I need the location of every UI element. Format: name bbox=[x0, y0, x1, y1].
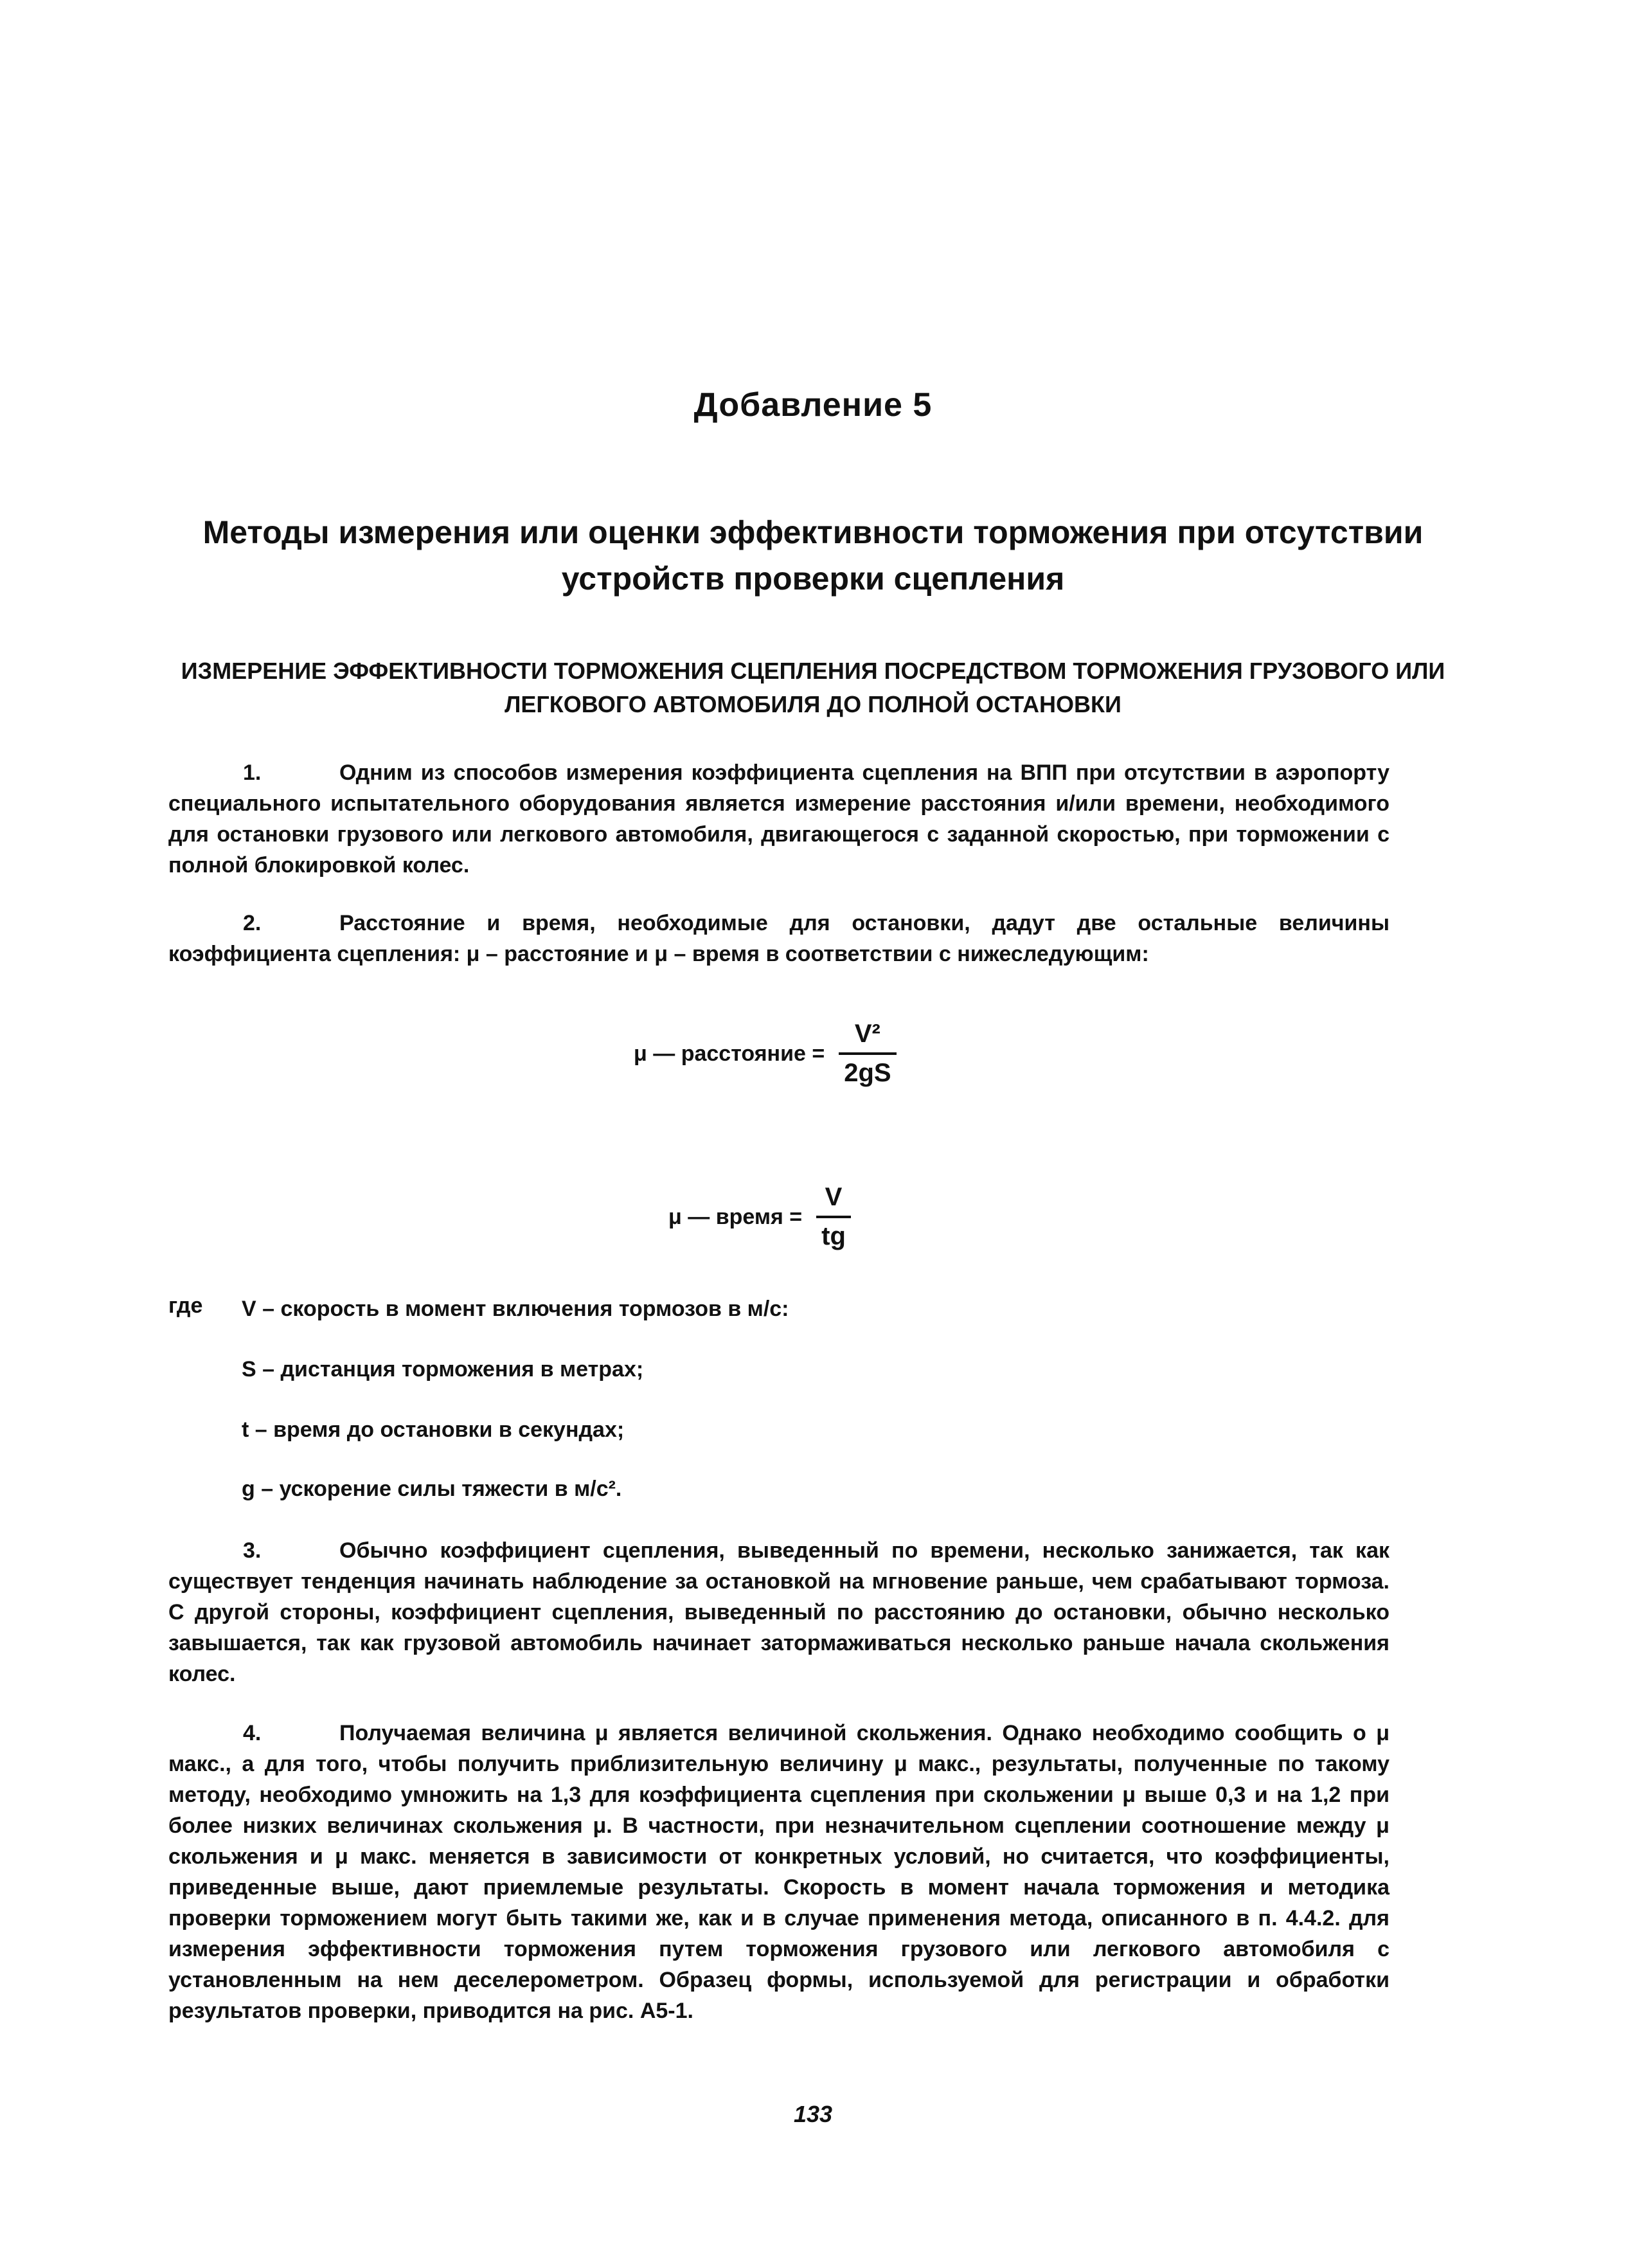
appendix-title: Добавление 5 bbox=[693, 386, 933, 424]
paragraph-2 bbox=[168, 908, 1389, 969]
paragraph-number: 3. bbox=[243, 1538, 262, 1563]
paragraph-number: 1. bbox=[243, 760, 262, 785]
formula-fraction bbox=[839, 1020, 896, 1088]
paragraph-text: Обычно коэффициент сцепления, выведенный по времени, несколько занижается, так как существует тенденция начинать наблюдение за остановкой на мгновение раньше, чем срабатывают тормоза. С другой стороны, коэффициент сцепления, выведенный по расстоянию до остановки, обычно несколько завышается, так как грузовой автомобиль начинает затормаживаться несколько раньше начала скольжения колес. bbox=[168, 1538, 1389, 1686]
formula-lhs: μ — время = bbox=[668, 1204, 803, 1229]
formula-numerator: V² bbox=[854, 1020, 880, 1048]
definition-s: S – дистанция торможения в метрах; bbox=[242, 1357, 644, 1382]
paragraph-3 bbox=[168, 1535, 1389, 1689]
formula-numerator: V bbox=[825, 1183, 843, 1211]
paragraph-text: Получаемая величина μ является величиной скольжения. Однако необходимо сообщить о μ макс., а для того, чтобы получить приблизительную величину μ макс., результаты, полученные по такому методу, необходимо умножить на 1,3 для коэффициента сцепления при скольжении μ выше 0,3 и на 1,2 при более низких величинах скольжения μ. В частности, при незначительном сцеплении соотношение между μ скольжения и μ макс. меняется в зависимости от конкретных условий, но считается, что коэффициенты, приведенные выше, дают приемлемые результаты. Скорость в момент начала торможения и методика проверки торможением могут быть такими же, как и в случае применения метода, описанного в п. 4.4.2. для измерения эффективности торможения путем торможения грузового или легкового автомобиля с установленным на нем деселерометром. Образец формы, используемой для регистрации и обработки результатов проверки, приводится на рис. А5-1. bbox=[168, 1721, 1389, 2023]
main-title: Методы измерения или оценки эффективности торможения при отсутствии устройств проверки сцепления bbox=[202, 514, 1424, 597]
section-heading: ИЗМЕРЕНИЕ ЭФФЕКТИВНОСТИ ТОРМОЖЕНИЯ СЦЕПЛЕНИЯ ПОСРЕДСТВОМ ТОРМОЖЕНИЯ ГРУЗОВОГО ИЛИ ЛЕГКОВОГО АВТОМОБИЛЯ ДО ПОЛНОЙ ОСТАНОВКИ bbox=[181, 658, 1445, 717]
formula-mu-time bbox=[668, 1183, 851, 1251]
paragraph-number: 4. bbox=[243, 1721, 262, 1745]
definition-v: V – скорость в момент включения тормозов в м/с: bbox=[242, 1297, 789, 1321]
formula-lhs: μ — расстояние = bbox=[634, 1041, 825, 1066]
paragraph-1 bbox=[168, 757, 1389, 881]
paragraph-4 bbox=[168, 1718, 1389, 2026]
formula-mu-distance bbox=[634, 1020, 897, 1088]
formula-denominator: tg bbox=[821, 1222, 846, 1250]
definition-t: t – время до остановки в секундах; bbox=[242, 1418, 625, 1442]
where-label: где bbox=[168, 1293, 203, 1318]
formula-denominator: 2gS bbox=[844, 1059, 891, 1087]
paragraph-text: Расстояние и время, необходимые для остановки, дадут две остальные величины коэффициента сцепления: μ – расстояние и μ – время в соответствии с нижеследующим: bbox=[168, 911, 1389, 966]
paragraph-text: Одним из способов измерения коэффициента сцепления на ВПП при отсутствии в аэропорту специального испытательного оборудования является измерение расстояния и/или времени, необходимого для остановки грузового или легкового автомобиля, двигающегося с заданной скоростью, при торможении с полной блокировкой колес. bbox=[168, 760, 1389, 878]
formula-fraction bbox=[816, 1183, 851, 1251]
definition-g: g – ускорение силы тяжести в м/с². bbox=[242, 1477, 622, 1501]
paragraph-number: 2. bbox=[243, 911, 262, 935]
page-number: 133 bbox=[793, 2101, 833, 2127]
